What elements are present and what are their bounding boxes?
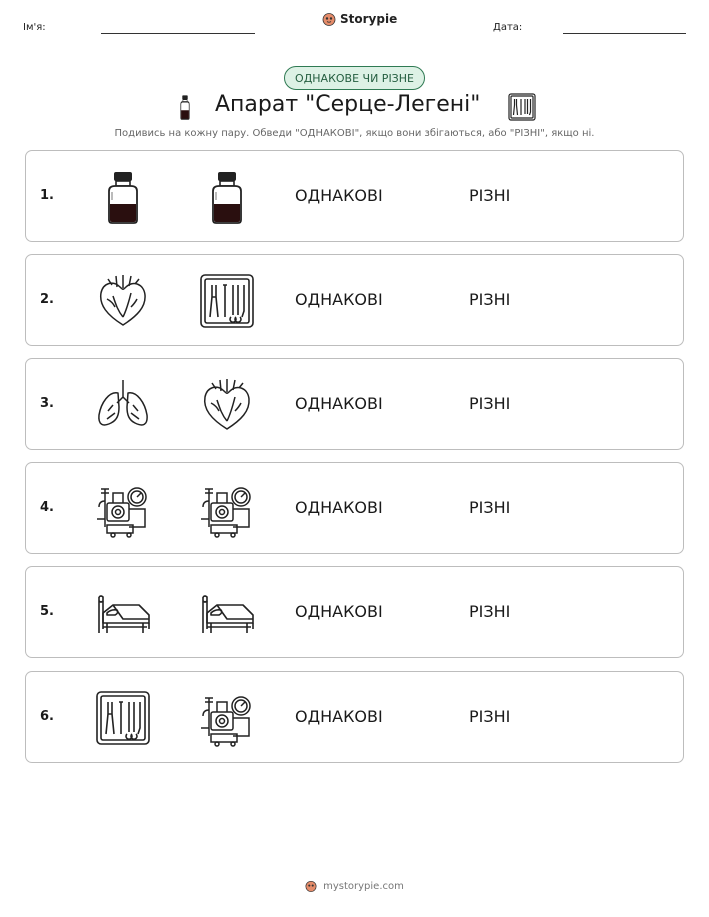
footer [0, 880, 709, 892]
row-number: 1. [40, 188, 54, 203]
same-option[interactable]: ОДНАКОВІ [295, 394, 383, 413]
storypie-footer-icon [305, 880, 317, 892]
storypie-logo-icon [322, 12, 336, 26]
vial-icon [176, 93, 194, 125]
row-number: 2. [40, 292, 54, 307]
different-option[interactable]: РІЗНІ [469, 394, 511, 413]
tools-icon [197, 271, 257, 331]
heart-icon [93, 271, 153, 331]
row-number: 5. [40, 604, 54, 619]
exercise-row [25, 150, 684, 242]
different-option[interactable]: РІЗНІ [469, 602, 511, 621]
vial-icon [197, 167, 257, 227]
machine-icon [197, 688, 257, 748]
exercise-row [25, 671, 684, 763]
page-title: Апарат "Серце-Легені" [215, 92, 481, 117]
machine-icon [93, 479, 153, 539]
brand-text: Storypie [340, 12, 398, 26]
different-option[interactable]: РІЗНІ [469, 186, 511, 205]
header [0, 0, 709, 60]
lungs-icon [93, 375, 153, 435]
date-label: Дата: [493, 22, 523, 33]
surgical-tools-icon [507, 92, 537, 126]
exercise-row [25, 462, 684, 554]
instructions: Подивись на кожну пару. Обведи "ОДНАКОВІ", якщо вони збігаються, або "РІЗНІ", якщо ні. [114, 128, 595, 139]
brand-logo [322, 12, 397, 26]
machine-icon [197, 479, 257, 539]
different-option[interactable]: РІЗНІ [469, 707, 511, 726]
footer-url: mystorypie.com [323, 880, 404, 892]
tools-icon [93, 688, 153, 748]
name-field[interactable] [101, 33, 255, 34]
same-option[interactable]: ОДНАКОВІ [295, 498, 383, 517]
row-number: 3. [40, 396, 54, 411]
same-option[interactable]: ОДНАКОВІ [295, 602, 383, 621]
different-option[interactable]: РІЗНІ [469, 290, 511, 309]
title-row [0, 90, 709, 126]
exercise-row [25, 254, 684, 346]
same-option[interactable]: ОДНАКОВІ [295, 707, 383, 726]
exercise-row [25, 566, 684, 658]
vial-icon [93, 167, 153, 227]
bed-icon [93, 583, 153, 643]
row-number: 6. [40, 709, 54, 724]
same-option[interactable]: ОДНАКОВІ [295, 186, 383, 205]
worksheet-type-badge: ОДНАКОВЕ ЧИ РІЗНЕ [284, 66, 425, 90]
bed-icon [197, 583, 257, 643]
row-number: 4. [40, 500, 54, 515]
same-option[interactable]: ОДНАКОВІ [295, 290, 383, 309]
different-option[interactable]: РІЗНІ [469, 498, 511, 517]
date-field[interactable] [563, 33, 686, 34]
heart-icon [197, 375, 257, 435]
exercise-row [25, 358, 684, 450]
name-label: Ім'я: [23, 22, 46, 33]
